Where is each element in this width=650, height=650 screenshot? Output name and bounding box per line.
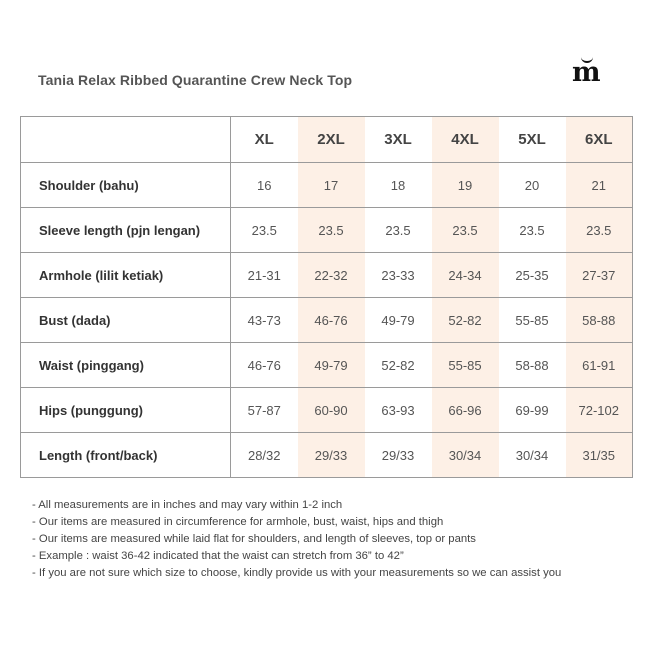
table-cell: 72-102 <box>566 388 633 433</box>
table-cell: 23.5 <box>365 208 432 253</box>
table-cell: 49-79 <box>365 298 432 343</box>
size-header-3xl: 3XL <box>365 117 432 163</box>
note-line: - All measurements are in inches and may vary within 1-2 inch <box>32 499 343 511</box>
size-header-5xl: 5XL <box>499 117 566 163</box>
table-cell: 20 <box>499 163 566 208</box>
row-label: Shoulder (bahu) <box>21 163 231 208</box>
table-cell: 23.5 <box>499 208 566 253</box>
row-label: Length (front/back) <box>21 433 231 478</box>
size-header-4xl: 4XL <box>432 117 499 163</box>
table-cell: 46-76 <box>231 343 298 388</box>
table-cell: 24-34 <box>432 253 499 298</box>
table-cell: 29/33 <box>298 433 365 478</box>
table-cell: 55-85 <box>432 343 499 388</box>
table-cell: 58-88 <box>566 298 633 343</box>
brand-logo <box>572 58 612 88</box>
table-cell: 43-73 <box>231 298 298 343</box>
table-cell: 49-79 <box>298 343 365 388</box>
table-cell: 23.5 <box>566 208 633 253</box>
table-cell: 22-32 <box>298 253 365 298</box>
table-cell: 23.5 <box>298 208 365 253</box>
table-cell: 18 <box>365 163 432 208</box>
table-cell: 21-31 <box>231 253 298 298</box>
table-cell: 28/32 <box>231 433 298 478</box>
table-cell: 63-93 <box>365 388 432 433</box>
note-line: - Our items are measured in circumference for armhole, bust, waist, hips and thigh <box>32 516 444 528</box>
note-line: - If you are not sure which size to choose, kindly provide us with your measurements so we can assist you <box>32 567 562 579</box>
table-cell: 23.5 <box>432 208 499 253</box>
logo-text: m <box>572 57 601 88</box>
page-title: Tania Relax Ribbed Quarantine Crew Neck Top <box>38 72 353 88</box>
row-label: Armhole (lilit ketiak) <box>21 253 231 298</box>
table-cell: 21 <box>566 163 633 208</box>
size-chart-table <box>20 116 633 478</box>
table-cell: 31/35 <box>566 433 633 478</box>
row-label: Bust (dada) <box>21 298 231 343</box>
table-cell: 60-90 <box>298 388 365 433</box>
table-cell: 17 <box>298 163 365 208</box>
table-row <box>21 253 633 298</box>
table-cell: 25-35 <box>499 253 566 298</box>
table-cell: 66-96 <box>432 388 499 433</box>
table-cell: 55-85 <box>499 298 566 343</box>
header-blank-cell <box>21 117 231 163</box>
table-cell: 23-33 <box>365 253 432 298</box>
table-cell: 19 <box>432 163 499 208</box>
table-cell: 23.5 <box>231 208 298 253</box>
table-row <box>21 343 633 388</box>
table-cell: 27-37 <box>566 253 633 298</box>
table-row <box>21 388 633 433</box>
table-row <box>21 208 633 253</box>
table-cell: 52-82 <box>432 298 499 343</box>
size-header-2xl: 2XL <box>298 117 365 163</box>
table-cell: 58-88 <box>499 343 566 388</box>
table-cell: 61-91 <box>566 343 633 388</box>
table-cell: 69-99 <box>499 388 566 433</box>
table-row <box>21 298 633 343</box>
table-row <box>21 163 633 208</box>
table-cell: 29/33 <box>365 433 432 478</box>
note-line: - Example : waist 36-42 indicated that the waist can stretch from 36” to 42” <box>32 550 404 562</box>
table-cell: 30/34 <box>432 433 499 478</box>
size-header-6xl: 6XL <box>566 117 633 163</box>
table-cell: 46-76 <box>298 298 365 343</box>
table-row <box>21 433 633 478</box>
row-label: Waist (pinggang) <box>21 343 231 388</box>
measurement-notes <box>32 497 561 582</box>
row-label: Hips (punggung) <box>21 388 231 433</box>
note-line: - Our items are measured while laid flat for shoulders, and length of sleeves, top or pants <box>32 533 476 545</box>
table-cell: 57-87 <box>231 388 298 433</box>
table-cell: 30/34 <box>499 433 566 478</box>
size-header-xl: XL <box>231 117 298 163</box>
row-label: Sleeve length (pjn lengan) <box>21 208 231 253</box>
table-cell: 16 <box>231 163 298 208</box>
table-cell: 52-82 <box>365 343 432 388</box>
size-header-row <box>21 117 633 163</box>
